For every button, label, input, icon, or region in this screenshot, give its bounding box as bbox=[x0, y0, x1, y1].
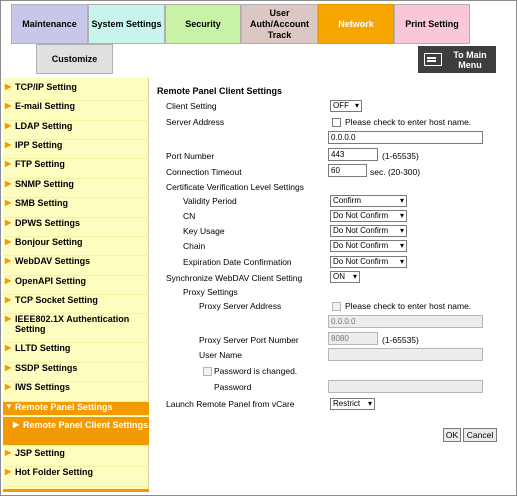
client-setting-select[interactable]: OFF ▾ bbox=[330, 100, 362, 112]
sidebar-item-ftp[interactable]: ▶ FTP Setting bbox=[3, 159, 149, 179]
arrow-right-icon: ▶ bbox=[5, 179, 12, 188]
password-changed-label: Password is changed. bbox=[214, 366, 298, 376]
sidebar-item-bonjour[interactable]: ▶ Bonjour Setting bbox=[3, 237, 149, 256]
sidebar-item-iws[interactable]: ▶ IWS Settings bbox=[3, 382, 149, 402]
to-main-menu-button[interactable] bbox=[418, 46, 496, 73]
sidebar-item-tcp-socket[interactable]: ▶ TCP Socket Setting bbox=[3, 295, 149, 314]
arrow-right-icon: ▶ bbox=[5, 218, 12, 227]
client-setting-label: Client Setting bbox=[166, 101, 217, 111]
arrow-right-icon: ▶ bbox=[5, 276, 12, 285]
cn-select[interactable]: Do Not Confirm ▾ bbox=[330, 210, 407, 222]
arrow-right-icon: ▶ bbox=[5, 314, 12, 323]
proxy-settings-label: Proxy Settings bbox=[183, 287, 238, 297]
tab-label: Network bbox=[338, 18, 374, 29]
sidebar-item-smb[interactable]: ▶ SMB Setting bbox=[3, 198, 149, 218]
tab-label: Maintenance bbox=[22, 18, 77, 29]
proxy-port-range-label: (1-65535) bbox=[382, 335, 419, 345]
arrow-right-icon: ▶ bbox=[13, 420, 20, 429]
certificate-verification-label: Certificate Verification Level Settings bbox=[166, 182, 304, 192]
port-number-label: Port Number bbox=[166, 151, 215, 161]
sidebar-item-ieee8021x[interactable]: ▶ IEEE802.1X Authentication Setting bbox=[3, 314, 149, 343]
sidebar-item-dpws[interactable]: ▶ DPWS Settings bbox=[3, 218, 149, 237]
proxy-address-input[interactable]: 0.0.0.0 bbox=[328, 315, 483, 328]
arrow-right-icon: ▶ bbox=[5, 101, 12, 110]
launch-remote-panel-select[interactable]: Restrict ▾ bbox=[330, 398, 375, 410]
key-usage-label: Key Usage bbox=[183, 226, 225, 236]
tab-print-setting[interactable] bbox=[394, 4, 470, 44]
sidebar bbox=[3, 78, 149, 492]
tab-label: Print Setting bbox=[405, 18, 459, 29]
validity-period-label: Validity Period bbox=[183, 196, 237, 206]
server-address-label: Server Address bbox=[166, 117, 225, 127]
launch-remote-panel-label: Launch Remote Panel from vCare bbox=[166, 399, 295, 409]
password-label: Password bbox=[214, 382, 252, 392]
tab-label: Security bbox=[185, 18, 221, 29]
arrow-right-icon: ▶ bbox=[5, 140, 12, 149]
arrow-right-icon: ▶ bbox=[5, 198, 12, 207]
host-name-checkbox[interactable] bbox=[332, 118, 341, 127]
arrow-right-icon: ▶ bbox=[5, 448, 12, 457]
expiration-date-select[interactable]: Do Not Confirm ▾ bbox=[330, 256, 407, 268]
sync-webdav-select[interactable]: ON ▾ bbox=[330, 271, 360, 283]
timeout-unit-label: sec. (20-300) bbox=[370, 167, 421, 177]
server-address-input[interactable]: 0.0.0.0 bbox=[328, 131, 483, 144]
sidebar-item-ldap[interactable]: ▶ LDAP Setting bbox=[3, 121, 149, 140]
proxy-port-input[interactable]: 8080 bbox=[328, 332, 378, 345]
tab-label: User Auth/Account Track bbox=[250, 7, 309, 40]
sidebar-item-webdav[interactable]: ▶ WebDAV Settings bbox=[3, 256, 149, 276]
sidebar-bottom-bar bbox=[3, 489, 149, 492]
arrow-right-icon: ▶ bbox=[5, 363, 12, 372]
cancel-button[interactable]: Cancel bbox=[463, 428, 497, 442]
sidebar-item-remote-panel-client[interactable]: ▶ Remote Panel Client Settings bbox=[3, 417, 149, 446]
page-title: Remote Panel Client Settings bbox=[157, 86, 283, 96]
port-range-label: (1-65535) bbox=[382, 151, 419, 161]
arrow-right-icon: ▶ bbox=[5, 467, 12, 476]
to-main-menu-label: To Main Menu bbox=[453, 49, 487, 70]
password-input[interactable] bbox=[328, 380, 483, 393]
window-icon bbox=[424, 53, 442, 66]
port-number-input[interactable]: 443 bbox=[328, 148, 378, 161]
tab-customize[interactable] bbox=[36, 44, 113, 74]
arrow-right-icon: ▶ bbox=[5, 295, 12, 304]
chain-label: Chain bbox=[183, 241, 206, 251]
ok-button[interactable]: OK bbox=[443, 428, 461, 442]
chain-select[interactable]: Do Not Confirm ▾ bbox=[330, 240, 407, 252]
user-name-input[interactable] bbox=[328, 348, 483, 361]
tab-label: Customize bbox=[51, 53, 98, 64]
arrow-right-icon: ▶ bbox=[5, 256, 12, 265]
key-usage-select[interactable]: Do Not Confirm ▾ bbox=[330, 225, 407, 237]
tab-label: System Settings bbox=[91, 18, 162, 29]
sidebar-item-lltd[interactable]: ▶ LLTD Setting bbox=[3, 343, 149, 363]
user-name-label: User Name bbox=[199, 350, 242, 360]
proxy-host-name-checkbox[interactable] bbox=[332, 302, 341, 311]
sidebar-item-openapi[interactable]: ▶ OpenAPI Setting bbox=[3, 276, 149, 295]
proxy-port-label: Proxy Server Port Number bbox=[199, 335, 299, 345]
tab-security[interactable] bbox=[165, 4, 241, 44]
arrow-right-icon: ▶ bbox=[5, 237, 12, 246]
arrow-right-icon: ▶ bbox=[5, 121, 12, 130]
arrow-right-icon: ▶ bbox=[5, 159, 12, 168]
sidebar-item-hot-folder[interactable]: ▶ Hot Folder Setting bbox=[3, 467, 149, 487]
connection-timeout-label: Connection Timeout bbox=[166, 167, 242, 177]
tab-maintenance[interactable] bbox=[11, 4, 88, 44]
sidebar-item-ssdp[interactable]: ▶ SSDP Settings bbox=[3, 363, 149, 382]
validity-period-select[interactable]: Confirm ▾ bbox=[330, 195, 407, 207]
sidebar-item-jsp[interactable]: ▶ JSP Setting bbox=[3, 448, 149, 467]
arrow-down-icon: ▼ bbox=[5, 402, 13, 411]
proxy-address-label: Proxy Server Address bbox=[199, 301, 282, 311]
arrow-right-icon: ▶ bbox=[5, 343, 12, 352]
sync-webdav-label: Synchronize WebDAV Client Setting bbox=[166, 273, 303, 283]
tab-user-auth-account-track[interactable] bbox=[241, 4, 318, 44]
password-changed-checkbox[interactable] bbox=[203, 367, 212, 376]
sidebar-item-snmp[interactable]: ▶ SNMP Setting bbox=[3, 179, 149, 198]
connection-timeout-input[interactable]: 60 bbox=[328, 164, 367, 177]
host-name-check-label: Please check to enter host name. bbox=[345, 117, 472, 127]
sidebar-item-remote-panel[interactable]: ▼ Remote Panel Settings bbox=[3, 402, 149, 416]
proxy-host-name-check-label: Please check to enter host name. bbox=[345, 301, 472, 311]
tab-system-settings[interactable] bbox=[88, 4, 165, 44]
expiration-date-label: Expiration Date Confirmation bbox=[183, 257, 292, 267]
sidebar-item-tcpip[interactable]: ▶ TCP/IP Setting bbox=[3, 82, 149, 101]
arrow-right-icon: ▶ bbox=[5, 382, 12, 391]
sidebar-item-ipp[interactable]: ▶ IPP Setting bbox=[3, 140, 149, 159]
sidebar-item-email[interactable]: ▶ E-mail Setting bbox=[3, 101, 149, 121]
arrow-right-icon: ▶ bbox=[5, 82, 12, 91]
cn-label: CN bbox=[183, 211, 196, 221]
tab-network[interactable] bbox=[318, 4, 394, 44]
